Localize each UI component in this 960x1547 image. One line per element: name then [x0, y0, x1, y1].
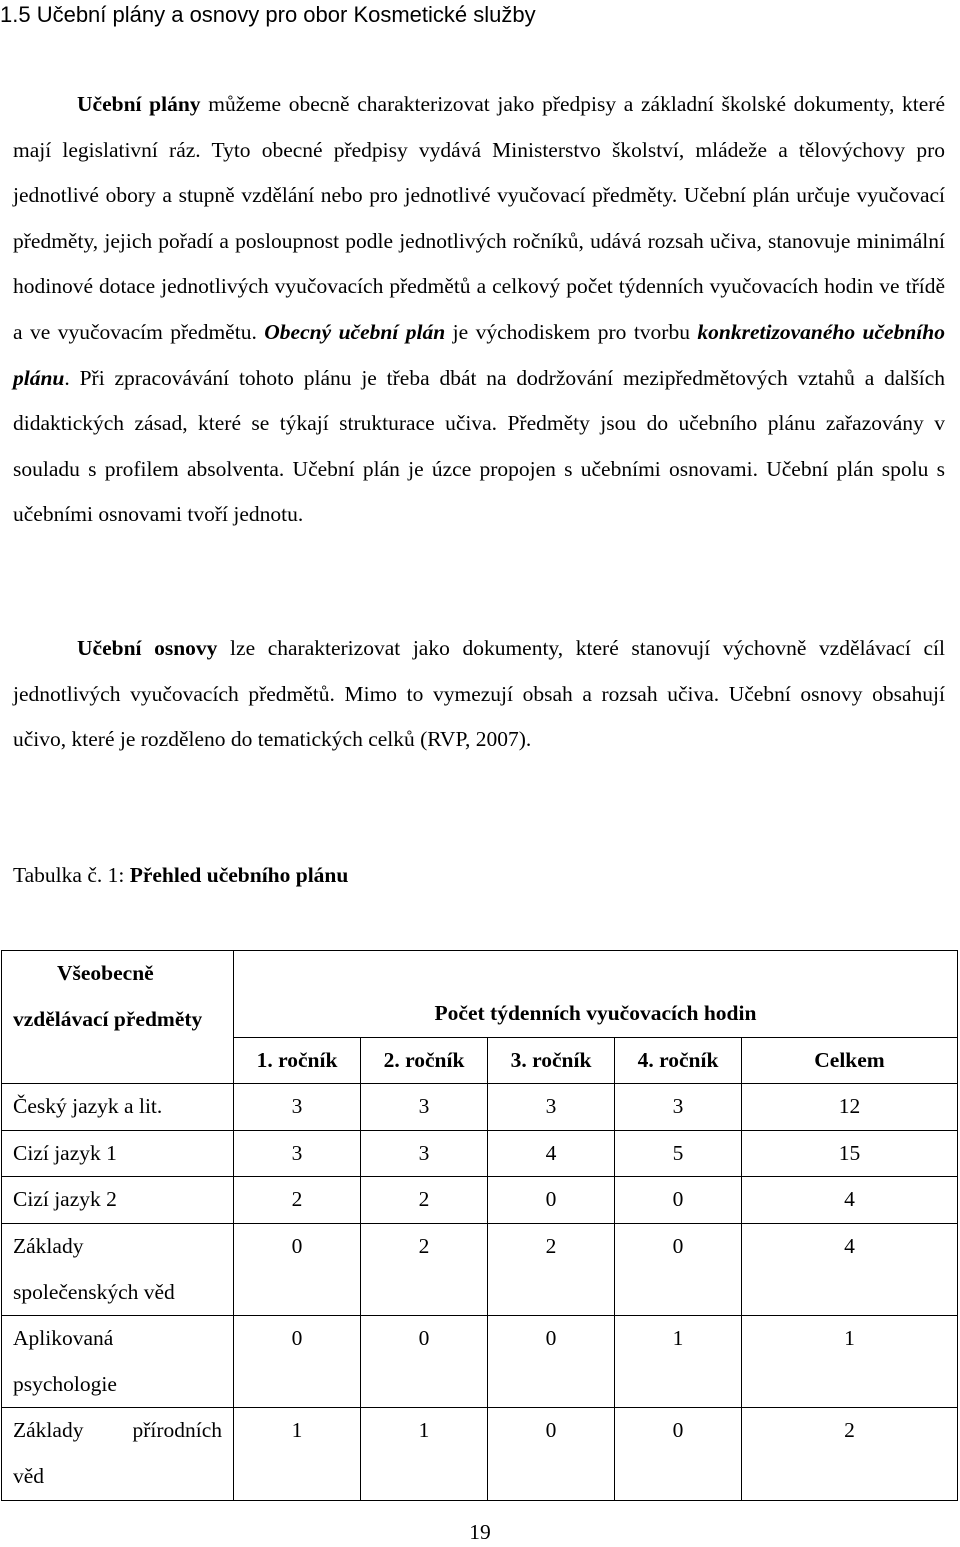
subject-cell: Cizí jazyk 1: [2, 1130, 234, 1177]
subjects-header: Všeobecně vzdělávací předměty: [2, 951, 234, 1084]
hours-cell: 1: [615, 1316, 742, 1408]
paragraph-ucebni-plany: [13, 82, 945, 538]
hours-cell: 2: [361, 1177, 488, 1224]
table-row: [2, 1177, 958, 1224]
total-cell: 1: [742, 1316, 958, 1408]
subject-cell: Základy přírodních věd: [2, 1408, 234, 1500]
year-header: 1. ročník: [234, 1037, 361, 1084]
total-cell: 15: [742, 1130, 958, 1177]
total-cell: 12: [742, 1084, 958, 1131]
hours-cell: 0: [615, 1223, 742, 1315]
paragraph-text: lze charakterizovat jako dokumenty, které stanovují výchovně vzdělávací cíl jednotlivých vyučovacích předmětů. Mimo to vymezují obsah a rozsah učiva. Učební osnovy obsahují učivo, které je rozděleno do tematických celků (RVP, 2007).: [13, 636, 945, 752]
total-cell: 4: [742, 1223, 958, 1315]
hours-cell: 3: [615, 1084, 742, 1131]
total-cell: 2: [742, 1408, 958, 1500]
subject-cell: Základy společenských věd: [2, 1223, 234, 1315]
table-row: [2, 1084, 958, 1131]
hours-cell: 4: [488, 1130, 615, 1177]
subject-cell: Cizí jazyk 2: [2, 1177, 234, 1224]
term-ucebni-osnovy: Učební osnovy: [77, 636, 218, 660]
total-header: Celkem: [742, 1037, 958, 1084]
term-ucebni-plany: Učební plány: [77, 92, 201, 116]
caption-title: Přehled učebního plánu: [129, 863, 349, 887]
paragraph-text: můžeme obecně charakterizovat jako předpisy a základní školské dokumenty, které mají legislativní ráz. Tyto obecné předpisy vydává Ministerstvo školství, mládeže a tělovýchovy pro jednotlivé obory a stupně vzdělání nebo pro jednotlivé vyučovací předměty. Učební plán určuje vyučovací předměty, jejich pořadí a posloupnost podle jednotlivých ročníků, udává rozsah učiva, stanovuje minimální hodinové dotace jednotlivých vyučovacích předmětů a celkový počet týdenních vyučovacích hodin ve třídě a ve vyučovacím předmětu.: [13, 92, 946, 344]
page-number: 19: [469, 1520, 491, 1544]
table-row: [2, 1316, 958, 1408]
hours-cell: 2: [361, 1223, 488, 1315]
hours-cell: 1: [234, 1408, 361, 1500]
paragraph-text: je východiskem pro tvorbu: [445, 319, 698, 344]
table-row: [2, 1223, 958, 1315]
table-caption: [13, 853, 348, 898]
curriculum-table: [1, 950, 958, 1501]
hours-cell: 3: [488, 1084, 615, 1131]
hours-cell: 3: [361, 1130, 488, 1177]
year-header: 4. ročník: [615, 1037, 742, 1084]
hours-cell: 0: [615, 1408, 742, 1500]
hours-cell: 0: [234, 1223, 361, 1315]
hours-cell: 2: [234, 1177, 361, 1224]
total-cell: 4: [742, 1177, 958, 1224]
hours-cell: 5: [615, 1130, 742, 1177]
section-heading: 1.5 Učební plány a osnovy pro obor Kosmetické služby: [0, 2, 536, 27]
year-header: 3. ročník: [488, 1037, 615, 1084]
hours-cell: 3: [234, 1130, 361, 1177]
hours-cell: 2: [488, 1223, 615, 1315]
term-obecny-ucebni-plan: Obecný učební plán: [264, 319, 446, 344]
hours-cell: 3: [361, 1084, 488, 1131]
hours-header: Počet týdenních vyučovacích hodin: [234, 951, 958, 1038]
hours-cell: 0: [488, 1408, 615, 1500]
hours-cell: 0: [488, 1316, 615, 1408]
hours-cell: 1: [361, 1408, 488, 1500]
hours-cell: 3: [234, 1084, 361, 1131]
paragraph-ucebni-osnovy: [13, 626, 945, 763]
hours-cell: 0: [234, 1316, 361, 1408]
year-header: 2. ročník: [361, 1037, 488, 1084]
table-header-row: [2, 951, 958, 1038]
paragraph-text: . Při zpracovávání tohoto plánu je třeba dbát na dodržování mezipředmětových vztahů a dalších didaktických zásad, které se týkají strukturace učiva. Předměty jsou do učebního plánu zařazovány v souladu s profilem absolventa. Učební plán je úzce propojen s učebními osnovami. Učební plán spolu s učebními osnovami tvoří jednotu.: [13, 365, 945, 527]
hours-cell: 0: [361, 1316, 488, 1408]
term-konkretizovany-ucebni-plan: konkretizovaného učebního plánu: [13, 319, 945, 390]
hours-cell: 0: [615, 1177, 742, 1224]
subject-cell: Aplikovaná psychologie: [2, 1316, 234, 1408]
table-row: [2, 1130, 958, 1177]
hours-cell: 0: [488, 1177, 615, 1224]
table-row: [2, 1408, 958, 1500]
caption-prefix: Tabulka č. 1:: [13, 863, 130, 887]
subject-cell: Český jazyk a lit.: [2, 1084, 234, 1131]
